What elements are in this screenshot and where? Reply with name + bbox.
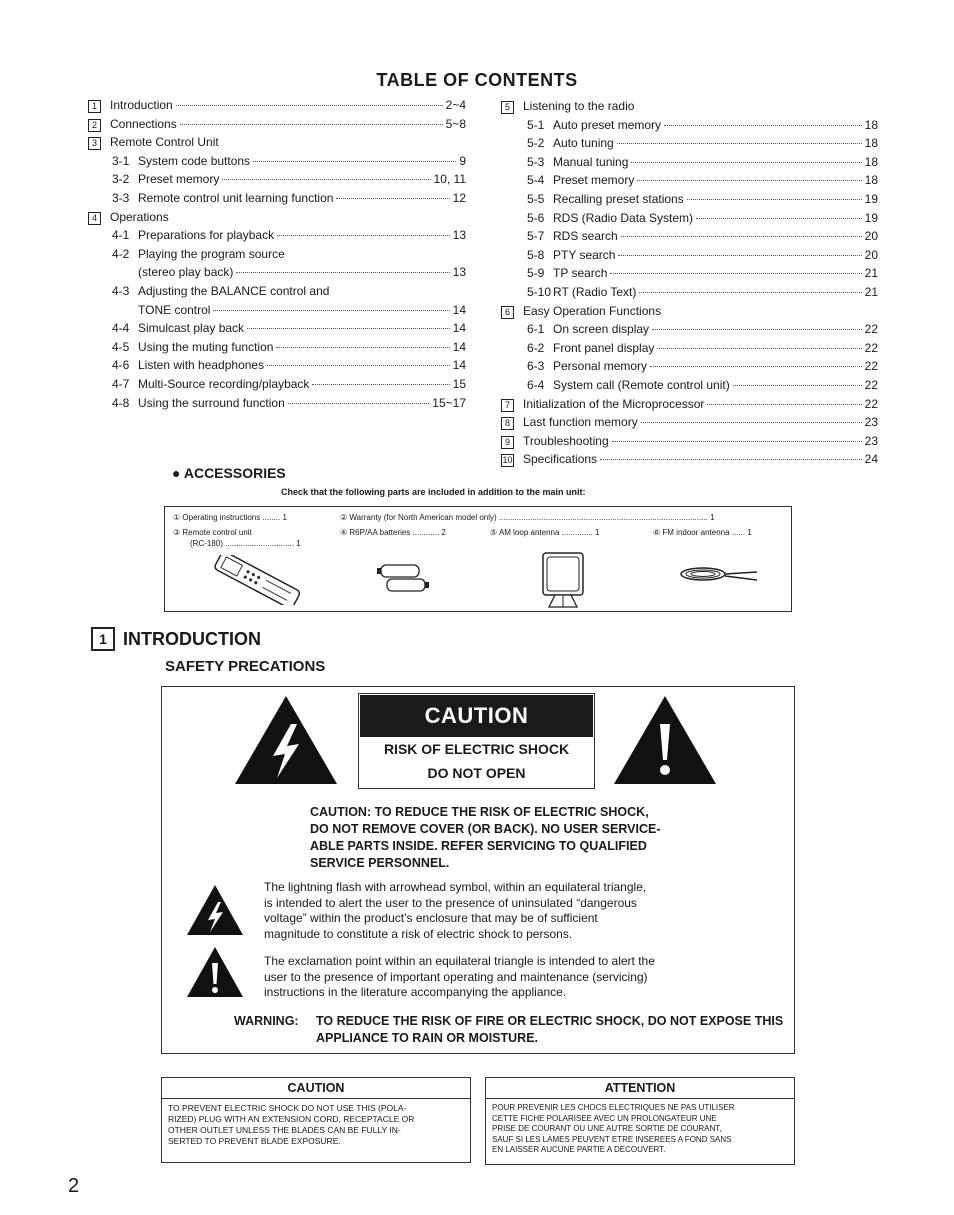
toc-entry[interactable] [527, 340, 878, 357]
accessory-remote-control: ③ Remote control unit [173, 528, 252, 537]
toc-leader-dots [617, 143, 862, 144]
toc-leader-dots [612, 441, 862, 442]
toc-page-number: 14 [452, 302, 466, 317]
toc-subsection-number: 4-3 [112, 284, 130, 298]
toc-entry-label: Preparations for playback [138, 228, 275, 243]
toc-subsection-number: 3-1 [112, 153, 130, 168]
toc-subsection-number: 4-6 [112, 358, 130, 373]
toc-section-number: 5 [501, 101, 514, 114]
toc-entry[interactable] [112, 171, 466, 188]
toc-page-number: 13 [452, 228, 466, 243]
toc-page-number: 20 [864, 229, 878, 244]
toc-page-number: 19 [864, 192, 878, 206]
toc-subsection-number: 4-8 [112, 395, 130, 410]
toc-page-number: 22 [864, 396, 878, 411]
toc-entry-label: Specifications [523, 452, 598, 467]
toc-entry[interactable] [527, 135, 878, 152]
toc-entry-label: Using the surround function [138, 395, 285, 410]
toc-section-number: 3 [88, 137, 101, 150]
toc-section-number: 7 [501, 399, 514, 412]
exclamation-symbol-icon [186, 946, 244, 998]
toc-entry[interactable] [501, 433, 878, 450]
toc-entry[interactable] [527, 172, 878, 189]
toc-entry[interactable] [527, 117, 878, 134]
toc-entry-label: (stereo play back) [138, 265, 234, 280]
toc-page-number: 18 [864, 117, 878, 132]
toc-page-number: 10, 11 [433, 172, 466, 187]
batteries-icon [375, 559, 435, 599]
toc-leader-dots [236, 272, 449, 273]
toc-subsection-number: 5-4 [527, 173, 545, 188]
toc-leader-dots [288, 403, 430, 404]
exclamation-warning-icon [612, 694, 718, 786]
remote-control-icon [205, 555, 305, 605]
toc-subsection-number: 3-2 [112, 172, 130, 187]
toc-subsection-number: 6-1 [527, 322, 545, 337]
toc-leader-dots [664, 125, 862, 126]
page-number: 2 [68, 1175, 80, 1197]
caution-box-text [162, 1099, 470, 1151]
toc-page-number: 5~8 [445, 116, 466, 131]
toc-entry-label: Manual tuning [553, 154, 629, 169]
toc-subsection-number: 4-1 [112, 228, 130, 243]
toc-entry-label: RT (Radio Text) [553, 285, 637, 299]
toc-leader-dots [618, 255, 861, 256]
toc-entry[interactable] [112, 302, 466, 319]
toc-entry-label: Playing the program source [138, 246, 285, 261]
toc-leader-dots [687, 199, 862, 200]
toc-entry-label: TP search [553, 266, 608, 281]
toc-entry-label: Introduction [110, 98, 173, 112]
toc-subsection-number: 5-10 [527, 285, 552, 299]
toc-page-number: 13 [452, 265, 466, 280]
toc-leader-dots [213, 310, 449, 311]
toc-section-number: 4 [88, 212, 101, 225]
toc-entry[interactable] [527, 377, 878, 394]
toc-page-number: 14 [452, 339, 466, 354]
toc-entry-label: Troubleshooting [523, 433, 609, 448]
toc-entry[interactable] [112, 246, 466, 263]
caution-box [161, 1077, 471, 1163]
toc-page-number: 20 [864, 247, 878, 262]
toc-entry[interactable] [527, 321, 878, 338]
toc-subsection-number: 6-4 [527, 378, 545, 392]
toc-entry-label: Remote Control Unit [110, 135, 219, 150]
exclamation-description [264, 954, 655, 1001]
toc-entry[interactable] [112, 153, 466, 170]
toc-subsection-number: 5-5 [527, 192, 545, 206]
toc-subsection-number: 5-9 [527, 266, 545, 281]
lightning-warning-icon [233, 694, 339, 786]
toc-page-number: 23 [864, 415, 878, 430]
toc-page-number: 22 [864, 378, 878, 392]
accessory-batteries: ④ R6P/AA batteries ............ 2 [340, 528, 446, 537]
toc-entry[interactable] [527, 191, 878, 208]
toc-entry[interactable] [88, 97, 466, 114]
toc-entry-label: Listen with headphones [138, 358, 265, 373]
toc-leader-dots [650, 366, 862, 367]
toc-page-number: 9 [459, 153, 466, 168]
toc-subsection-number: 5-1 [527, 117, 545, 132]
attention-box-title: ATTENTION [486, 1078, 794, 1099]
toc-page-number: 21 [864, 285, 878, 299]
toc-leader-dots [267, 365, 450, 366]
toc-entry-label: Connections [110, 116, 177, 131]
warning-line: TO REDUCE THE RISK OF FIRE OR ELECTRIC SHOCK, DO NOT EXPOSE THIS [316, 1014, 784, 1028]
attention-box-line: CETTE FICHE POLARISEE AVEC UN PROLONGATEUR UNE [492, 1113, 717, 1123]
toc-subsection-number: 4-7 [112, 377, 130, 391]
toc-entry[interactable] [527, 247, 878, 264]
description-line: is intended to alert the user to the presence of uninsulated “dangerous [264, 895, 637, 910]
caution-panel-line2: DO NOT OPEN [427, 765, 526, 781]
toc-leader-dots [641, 422, 862, 423]
toc-page-number: 12 [452, 191, 466, 205]
toc-page-number: 2~4 [445, 98, 466, 112]
toc-subsection-number: 6-3 [527, 359, 545, 374]
toc-subsection-number: 3-3 [112, 191, 130, 205]
caution-box-line: OTHER OUTLET UNLESS THE BLADES CAN BE FULLY IN- [168, 1125, 401, 1135]
toc-page-number: 18 [864, 154, 878, 169]
toc-page-number: 24 [864, 452, 878, 467]
toc-entry-label: Personal memory [553, 359, 648, 374]
toc-entry-label: Easy Operation Functions [523, 303, 662, 318]
toc-section-number: 10 [502, 455, 513, 466]
caution-panel [358, 693, 595, 789]
toc-entry-label: TONE control [138, 302, 211, 317]
toc-entry-label: Last function memory [523, 415, 638, 430]
toc-entry[interactable] [527, 228, 878, 245]
toc-leader-dots [247, 328, 450, 329]
description-line: The lightning flash with arrowhead symbol, within an equilateral triangle, [264, 880, 647, 894]
toc-leader-dots [707, 404, 861, 405]
caution-panel-label: CAUTION [360, 695, 593, 737]
toc-section-number: 1 [88, 100, 101, 113]
toc-entry-label: Preset memory [553, 173, 635, 188]
caution-box-title: CAUTION [162, 1078, 470, 1099]
toc-subsection-number: 5-2 [527, 136, 545, 151]
toc-leader-dots [631, 162, 861, 163]
toc-entry-label: Multi-Source recording/playback [138, 377, 310, 391]
caution-statement-line: DO NOT REMOVE COVER (OR BACK). NO USER SERVICE- [310, 822, 661, 836]
introduction-title: INTRODUCTION [123, 628, 261, 649]
toc-leader-dots [733, 385, 862, 386]
toc-subsection-number: 4-5 [112, 339, 130, 354]
toc-entry[interactable] [501, 98, 878, 115]
toc-leader-dots [657, 348, 861, 349]
description-line: magnitude to constitute a risk of electric shock to persons. [264, 926, 573, 941]
toc-leader-dots [600, 459, 862, 460]
toc-leader-dots [652, 329, 862, 330]
caution-statement-line: ABLE PARTS INSIDE. REFER SERVICING TO QUALIFIED [310, 839, 647, 853]
introduction-heading [91, 627, 261, 651]
toc-page-number: 23 [864, 433, 878, 448]
toc-entry[interactable] [501, 396, 878, 413]
toc-leader-dots [222, 179, 430, 180]
toc-page-number: 21 [864, 266, 878, 281]
toc-entry-label: System call (Remote control unit) [553, 378, 730, 392]
toc-subsection-number: 4-2 [112, 246, 130, 261]
toc-entry-label: Auto preset memory [553, 117, 662, 132]
toc-entry-label: On screen display [553, 322, 650, 337]
toc-leader-dots [610, 273, 861, 274]
toc-page-number: 15 [452, 377, 466, 391]
accessory-fm-antenna: ⑥ FM indoor antenna ...... 1 [653, 528, 752, 537]
section-number-box: 1 [91, 627, 115, 651]
toc-entry-label: Front panel display [553, 340, 655, 355]
accessories-subtitle: Check that the following parts are included in addition to the main unit: [281, 487, 586, 497]
attention-box-line: POUR PREVENIR LES CHOCS ELECTRIQUES NE PAS UTILISER [492, 1103, 735, 1112]
caution-box-line: SERTED TO PREVENT BLADE EXPOSURE. [168, 1136, 341, 1146]
caution-statement-line: CAUTION: TO REDUCE THE RISK OF ELECTRIC SHOCK, [310, 805, 649, 819]
toc-leader-dots [637, 180, 861, 181]
toc-entry-label: Operations [110, 209, 169, 224]
toc-leader-dots [336, 198, 449, 199]
toc-entry-label: Auto tuning [553, 136, 614, 151]
toc-page-number: 18 [864, 136, 878, 151]
toc-entry-label: Recalling preset stations [553, 192, 684, 206]
toc-subsection-number: 5-3 [527, 154, 545, 169]
description-line: The exclamation point within an equilateral triangle is intended to alert the [264, 954, 655, 968]
fm-indoor-antenna-icon [675, 562, 765, 592]
toc-entry[interactable] [527, 154, 878, 171]
accessory-operating-instructions: ① Operating instructions ........ 1 [173, 513, 287, 522]
toc-entry[interactable] [112, 357, 466, 374]
toc-title: TABLE OF CONTENTS [376, 70, 578, 90]
toc-entry[interactable] [112, 227, 466, 244]
bullet-icon: ● [172, 465, 181, 481]
attention-box [485, 1077, 795, 1165]
toc-entry-label: Remote control unit learning function [138, 191, 334, 205]
toc-entry[interactable] [501, 451, 878, 468]
toc-page-number: 22 [864, 322, 878, 337]
accessories-heading [172, 465, 286, 481]
toc-page-number: 18 [864, 173, 878, 188]
caution-statement [310, 804, 661, 872]
toc-subsection-number: 5-7 [527, 229, 545, 244]
toc-leader-dots [277, 235, 450, 236]
toc-leader-dots [180, 124, 443, 125]
warning-line: APPLIANCE TO RAIN OR MOISTURE. [316, 1031, 539, 1045]
toc-entry[interactable] [501, 303, 878, 320]
toc-entry-label: Initialization of the Microprocessor [523, 396, 705, 411]
description-line: instructions in the literature accompanying the appliance. [264, 985, 567, 999]
toc-section-number: 8 [501, 417, 514, 430]
toc-entry-label: System code buttons [138, 153, 251, 168]
toc-leader-dots [253, 161, 456, 162]
toc-page-number: 15~17 [432, 395, 466, 410]
description-line: voltage” within the product’s enclosure that may be of sufficient [264, 911, 598, 925]
toc-entry-label: PTY search [553, 247, 616, 262]
toc-entry-label: Using the muting function [138, 339, 274, 354]
accessories-box [164, 506, 792, 612]
toc-entry[interactable] [112, 320, 466, 337]
toc-subsection-number: 6-2 [527, 340, 545, 355]
accessory-warranty: ② Warranty (for North American model only) .............................................................................................. 1 [340, 513, 715, 522]
toc-page-number: 14 [452, 321, 466, 336]
caution-panel-line1: RISK OF ELECTRIC SHOCK [383, 741, 570, 757]
toc-leader-dots [639, 292, 861, 293]
accessories-title: ACCESSORIES [183, 465, 286, 481]
toc-entry-label: RDS (Radio Data System) [553, 210, 694, 225]
toc-entry[interactable] [112, 376, 466, 393]
toc-entry[interactable] [88, 209, 466, 226]
toc-entry-label: Adjusting the BALANCE control and [138, 284, 330, 298]
toc-leader-dots [312, 384, 449, 385]
toc-section-number: 2 [88, 119, 101, 132]
toc-entry[interactable] [112, 339, 466, 356]
attention-box-line: SAUF SI LES LAMES PEUVENT ETRE INSEREES A FOND SANS [492, 1134, 732, 1144]
toc-subsection-number: 4-4 [112, 321, 130, 336]
toc-entry[interactable] [112, 395, 466, 412]
toc-entry-label: Preset memory [138, 172, 220, 187]
attention-box-line: PRISE DE COURANT OU UNE AUTRE SORTIE DE COURANT, [492, 1124, 722, 1133]
toc-leader-dots [276, 347, 449, 348]
toc-leader-dots [696, 218, 862, 219]
toc-entry[interactable] [527, 265, 878, 282]
attention-box-line: EN LAISSER AUCUNE PARTIE A DECOUVERT. [492, 1145, 666, 1154]
toc-entry[interactable] [88, 134, 466, 151]
toc-subsection-number: 5-8 [527, 247, 545, 262]
toc-leader-dots [621, 236, 862, 237]
toc-page-number: 14 [452, 358, 466, 373]
toc-section-number: 9 [501, 436, 514, 449]
toc-entry[interactable] [112, 264, 466, 281]
toc-entry-label: Listening to the radio [523, 99, 635, 113]
attention-box-text [486, 1099, 794, 1160]
lightning-symbol-icon [186, 884, 244, 936]
toc-page-number: 22 [864, 359, 878, 374]
description-line: user to the presence of important operating and maintenance (servicing) [264, 969, 648, 984]
toc-entry[interactable] [527, 284, 878, 301]
toc-entry[interactable] [112, 190, 466, 207]
toc-page-number: 19 [864, 210, 878, 225]
toc-entry[interactable] [112, 283, 466, 300]
caution-box-line: TO PREVENT ELECTRIC SHOCK DO NOT USE THIS (POLA- [168, 1103, 407, 1113]
toc-entry[interactable] [501, 414, 878, 431]
toc-entry-label: Simulcast play back [138, 321, 245, 336]
toc-entry[interactable] [527, 210, 878, 227]
toc-leader-dots [176, 105, 443, 106]
accessory-am-antenna: ⑤ AM loop antenna .............. 1 [490, 528, 600, 537]
warning-text [316, 1013, 783, 1047]
toc-page-number: 22 [864, 340, 878, 355]
toc-section-number: 6 [501, 306, 514, 319]
safety-precautions-heading: SAFETY PRECATIONS [165, 658, 326, 675]
toc-entry[interactable] [88, 116, 466, 133]
toc-subsection-number: 5-6 [527, 210, 545, 225]
warning-label: WARNING: [234, 1014, 299, 1028]
lightning-description [264, 880, 646, 942]
caution-box-line: RIZED) PLUG WITH AN EXTENSION CORD, RECEPTACLE OR [168, 1114, 415, 1124]
accessory-remote-model: (RC-180) ............................... 1 [190, 539, 301, 548]
am-loop-antenna-icon [535, 551, 595, 611]
toc-entry[interactable] [527, 358, 878, 375]
caution-statement-line: SERVICE PERSONNEL. [310, 856, 450, 870]
toc-entry-label: RDS search [553, 229, 618, 244]
